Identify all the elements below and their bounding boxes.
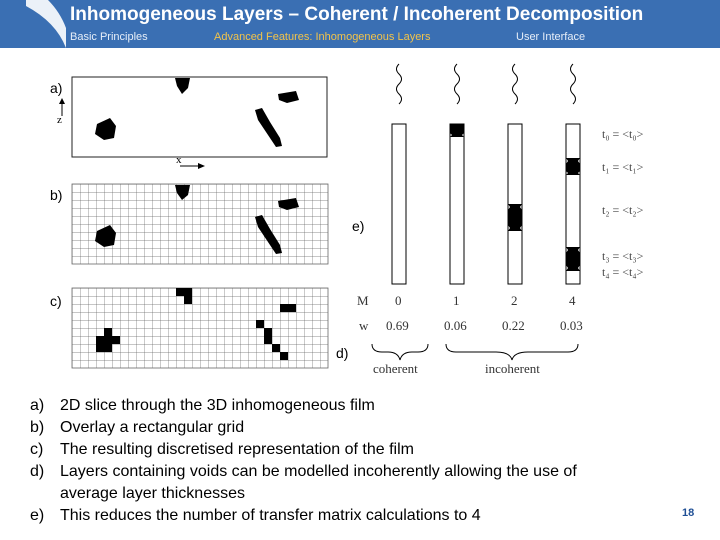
panel-c-label: c) bbox=[50, 293, 62, 309]
caption-item bbox=[30, 439, 680, 461]
axis-z-label: z bbox=[57, 114, 62, 126]
panel-e-label: e) bbox=[352, 218, 365, 234]
page-number: 18 bbox=[682, 507, 695, 519]
axis-x-arrow bbox=[180, 163, 205, 169]
coherent-label: coherent bbox=[373, 361, 418, 376]
m-label: M bbox=[357, 293, 369, 308]
caption-item bbox=[30, 395, 680, 417]
m-value-2: 2 bbox=[511, 293, 518, 308]
caption-text: Overlay a rectangular grid bbox=[60, 419, 245, 436]
incoherent-brace bbox=[446, 344, 578, 360]
nav-basic-principles[interactable]: Basic Principles bbox=[70, 31, 148, 43]
caption-letter: d) bbox=[30, 463, 45, 480]
caption-item bbox=[30, 417, 680, 439]
panel-b-grid bbox=[72, 184, 328, 264]
incident-waves bbox=[397, 64, 576, 104]
coherent-brace bbox=[372, 344, 428, 360]
nav-user-interface[interactable]: User Interface bbox=[516, 31, 586, 43]
caption-letter: e) bbox=[30, 507, 45, 524]
time-label-t3: t₃ = <t₃> bbox=[602, 249, 644, 263]
w-value-3: 0.03 bbox=[560, 318, 583, 333]
panel-a-slice bbox=[72, 77, 327, 157]
panel-b-label: b) bbox=[50, 187, 63, 203]
w-value-1: 0.06 bbox=[444, 318, 467, 333]
nav-advanced-features[interactable]: Advanced Features: Inhomogeneous Layers bbox=[214, 31, 431, 43]
caption-item bbox=[30, 483, 680, 505]
caption-text: 2D slice through the 3D inhomogeneous film bbox=[60, 397, 375, 414]
w-value-0: 0.69 bbox=[386, 318, 409, 333]
caption-item bbox=[30, 461, 680, 483]
time-label-t4: t₄ = <t₄> bbox=[602, 265, 644, 279]
caption-letter: c) bbox=[30, 441, 44, 458]
caption-item bbox=[30, 505, 680, 527]
w-value-2: 0.22 bbox=[502, 318, 525, 333]
w-label: w bbox=[359, 318, 369, 333]
incoherent-label: incoherent bbox=[485, 361, 540, 376]
caption-text: The resulting discretised representation of the film bbox=[60, 441, 414, 458]
m-value-3: 4 bbox=[569, 293, 576, 308]
m-value-0: 0 bbox=[395, 293, 402, 308]
caption-text: Layers containing voids can be modelled incoherently allowing the use of bbox=[60, 463, 577, 480]
panel-a-voids bbox=[95, 78, 299, 147]
caption-text: This reduces the number of transfer matrix calculations to 4 bbox=[60, 507, 481, 524]
slide-title: Inhomogeneous Layers – Coherent / Incoherent Decomposition bbox=[70, 4, 644, 25]
m-value-1: 1 bbox=[453, 293, 460, 308]
caption-letter bbox=[30, 483, 60, 505]
time-label-t0: t₀ = <t₀> bbox=[602, 127, 644, 141]
caption-letter: b) bbox=[30, 419, 45, 436]
panel-d-label: d) bbox=[336, 345, 349, 361]
caption-letter: a) bbox=[30, 397, 45, 414]
layer-columns bbox=[392, 124, 580, 284]
caption-text: average layer thicknesses bbox=[60, 485, 245, 502]
axis-x-label: x bbox=[176, 154, 182, 166]
time-label-t2: t₂ = <t₂> bbox=[602, 203, 644, 217]
panel-a-label: a) bbox=[50, 80, 63, 96]
caption-list bbox=[30, 395, 680, 527]
time-label-t1: t₁ = <t₁> bbox=[602, 160, 644, 174]
